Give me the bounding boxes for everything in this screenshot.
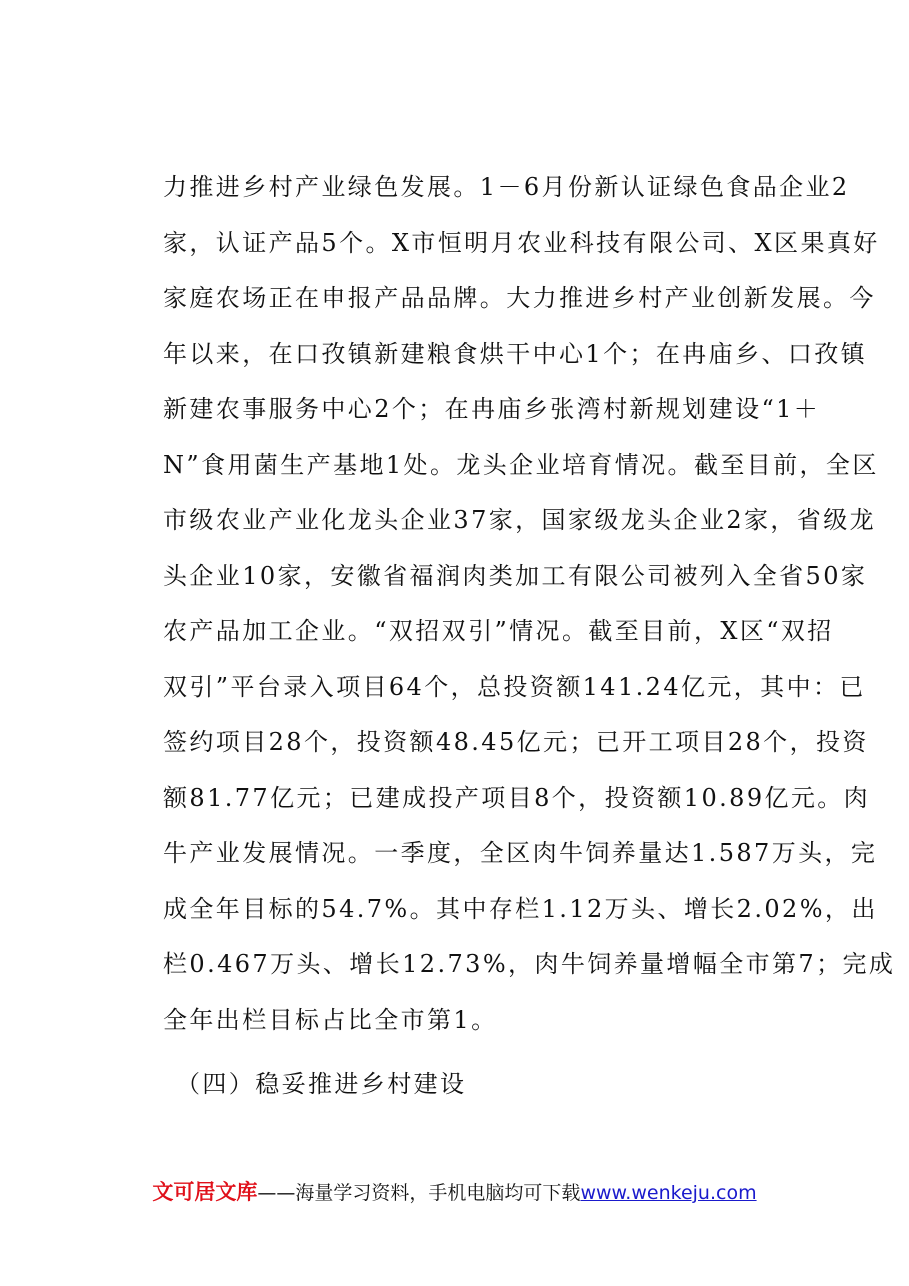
footer-website-link[interactable]: www.wenkeju.com (580, 1182, 757, 1204)
paragraph-line: 栏0.467万头、增长12.73%，肉牛饲养量增幅全市第7；完成 (163, 950, 896, 978)
paragraph-line: 市级农业产业化龙头企业37家，国家级龙头企业2家，省级龙 (163, 506, 877, 534)
paragraph-line: 年以来，在口孜镇新建粮食烘干中心1个；在冉庙乡、口孜镇 (163, 339, 868, 368)
footer-banner (0, 1176, 909, 1206)
body-paragraph (163, 160, 896, 1048)
paragraph-line: 全年出栏目标占比全市第1。 (163, 1005, 498, 1034)
paragraph-line: 头企业10家，安徽省福润肉类加工有限公司被列入全省50家 (163, 561, 868, 590)
paragraph-line: 家，认证产品5个。X市恒明月农业科技有限公司、X区果真好 (163, 228, 880, 257)
footer-brand: 文可居文库 (152, 1180, 258, 1204)
paragraph-line: 牛产业发展情况。一季度，全区肉牛饲养量达1.587万头，完 (163, 839, 878, 867)
paragraph-line: 额81.77亿元；已建成投产项目8个，投资额10.89亿元。肉 (163, 783, 871, 812)
paragraph-line: 力推进乡村产业绿色发展。1－6月份新认证绿色食品企业2 (163, 173, 850, 201)
paragraph-line: 双引”平台录入项目64个，总投资额141.24亿元，其中：已 (163, 672, 866, 701)
footer-slogan: ——海量学习资料，手机电脑均可下载 (257, 1182, 581, 1204)
paragraph-line: 成全年目标的54.7%。其中存栏1.12万头、增长2.02%，出 (163, 894, 878, 923)
paragraph-line: 新建农事服务中心2个；在冉庙乡张湾村新规划建设“1＋ (163, 395, 821, 423)
section-heading: （四）稳妥推进乡村建设 (176, 1070, 467, 1098)
paragraph-line: N”食用菌生产基地1处。龙头企业培育情况。截至目前，全区 (163, 450, 879, 479)
paragraph-line: 农产品加工企业。“双招双引”情况。截至目前，X区“双招 (163, 617, 834, 645)
paragraph-line: 家庭农场正在申报产品品牌。大力推进乡村产业创新发展。今 (163, 284, 876, 312)
paragraph-line: 签约项目28个，投资额48.45亿元；已开工项目28个，投资 (163, 728, 869, 756)
